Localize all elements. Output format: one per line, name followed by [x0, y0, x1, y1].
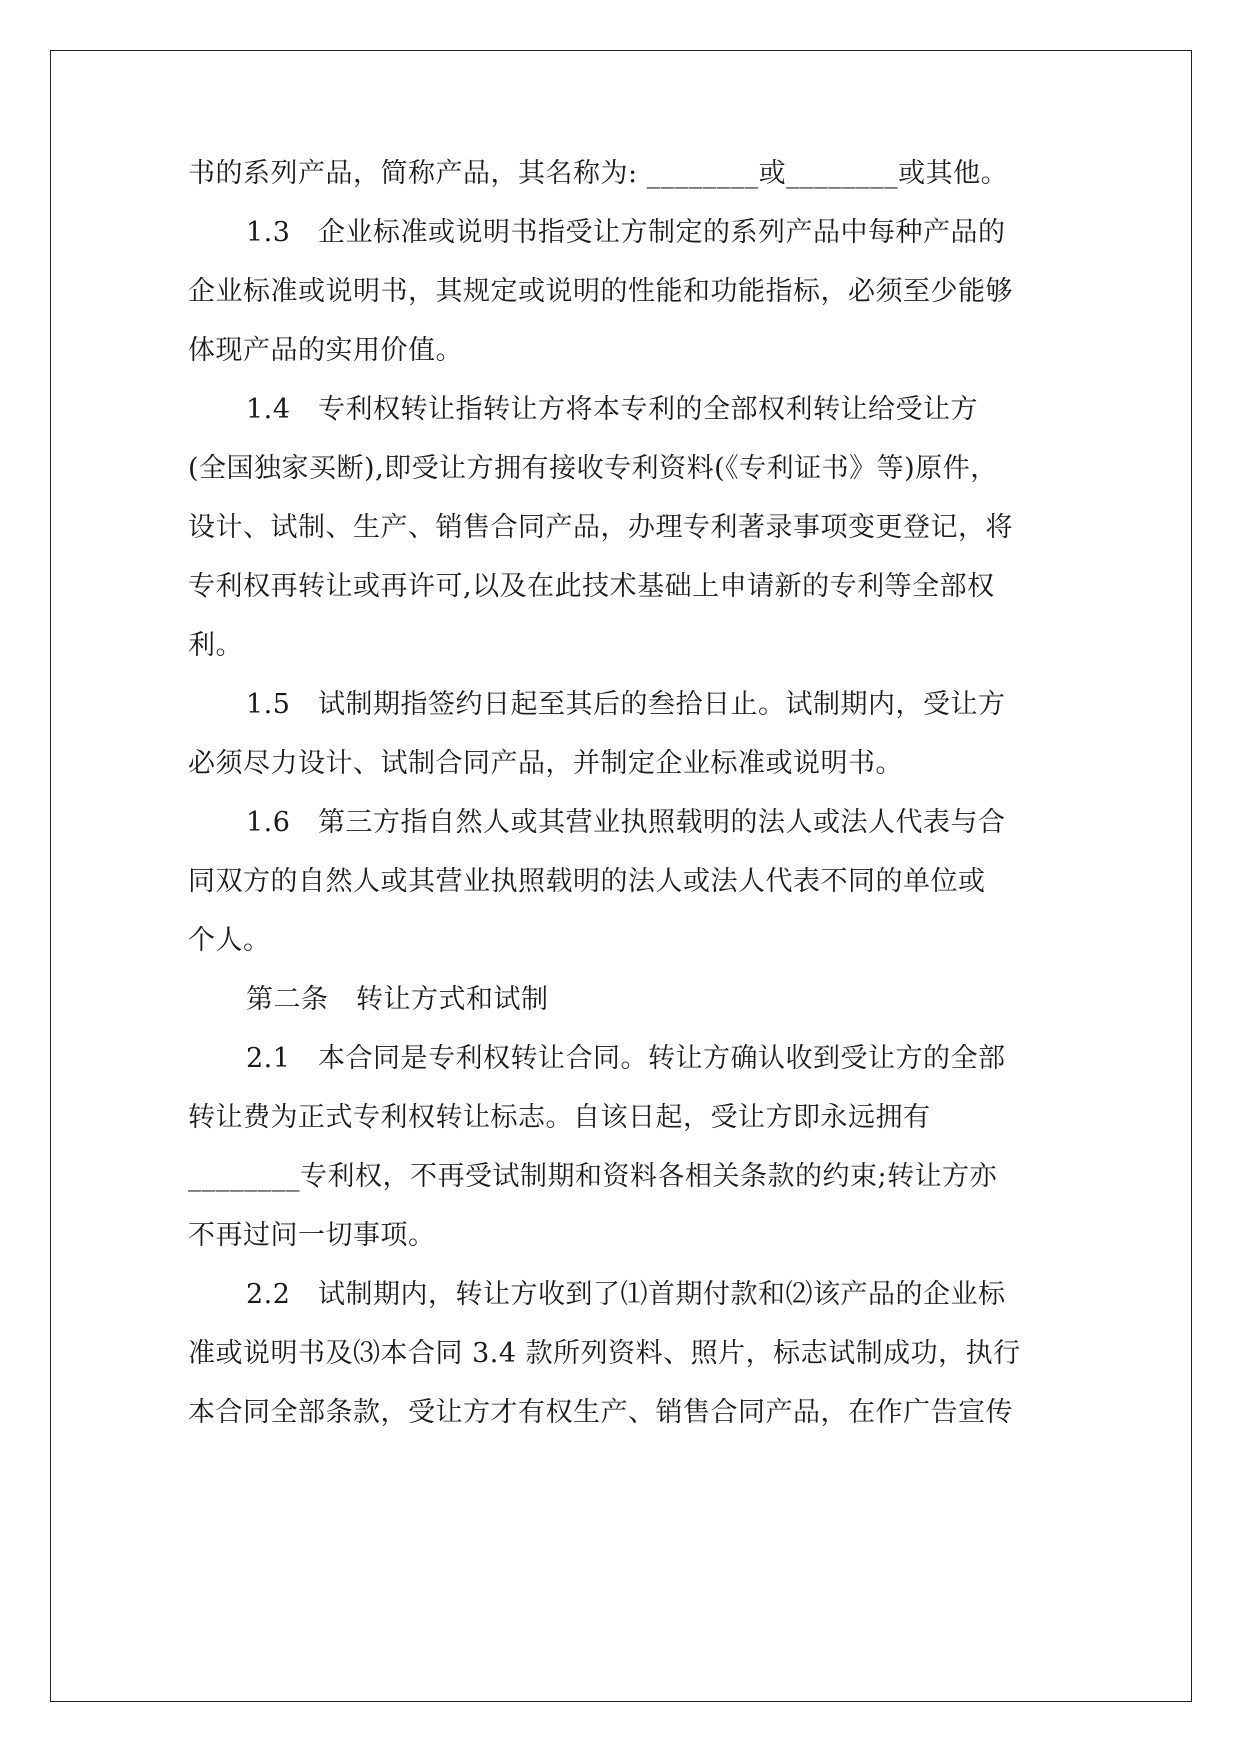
text-line: 设计、试制、生产、销售合同产品，办理专利著录事项变更登记，将: [188, 512, 1013, 543]
text-line: (全国独家买断),即受让方拥有接收专利资料(《专利证书》等)原件，: [188, 453, 998, 484]
article-2-heading: 第二条 转让方式和试制: [246, 984, 549, 1015]
text-line: ________专利权，不再受试制期和资料各相关条款的约束;转让方亦: [188, 1161, 998, 1192]
text-line: 本合同全部条款，受让方才有权生产、销售合同产品，在作广告宣传: [188, 1397, 1013, 1428]
clause-1-6-line: 1.6 第三方指自然人或其营业执照载明的法人或法人代表与合: [246, 807, 1006, 838]
text-line: 准或说明书及⑶本合同 3.4 款所列资料、照片，标志试制成功，执行: [188, 1338, 1021, 1369]
text-line: 专利权再转让或再许可,以及在此技术基础上申请新的专利等全部权: [188, 571, 995, 602]
text-line: 书的系列产品，简称产品，其名称为: ________或________或其他。: [188, 158, 1009, 189]
text-line: 个人。: [188, 925, 271, 956]
text-line: 企业标准或说明书，其规定或说明的性能和功能指标，必须至少能够: [188, 276, 1013, 307]
clause-1-3-line: 1.3 企业标准或说明书指受让方制定的系列产品中每种产品的: [246, 217, 1006, 248]
clause-2-2-line: 2.2 试制期内，转让方收到了⑴首期付款和⑵该产品的企业标: [246, 1279, 1006, 1310]
clause-1-4-line: 1.4 专利权转让指转让方将本专利的全部权利转让给受让方: [246, 394, 978, 425]
text-line: 体现产品的实用价值。: [188, 335, 463, 366]
clause-1-5-line: 1.5 试制期指签约日起至其后的叁拾日止。试制期内，受让方: [246, 689, 1006, 720]
text-line: 必须尽力设计、试制合同产品，并制定企业标准或说明书。: [188, 748, 903, 779]
text-line: 转让费为正式专利权转让标志。自该日起，受让方即永远拥有: [188, 1102, 931, 1133]
clause-2-1-line: 2.1 本合同是专利权转让合同。转让方确认收到受让方的全部: [246, 1043, 1006, 1074]
text-line: 不再过问一切事项。: [188, 1220, 436, 1251]
text-line: 利。: [188, 630, 243, 661]
text-line: 同双方的自然人或其营业执照载明的法人或法人代表不同的单位或: [188, 866, 986, 897]
